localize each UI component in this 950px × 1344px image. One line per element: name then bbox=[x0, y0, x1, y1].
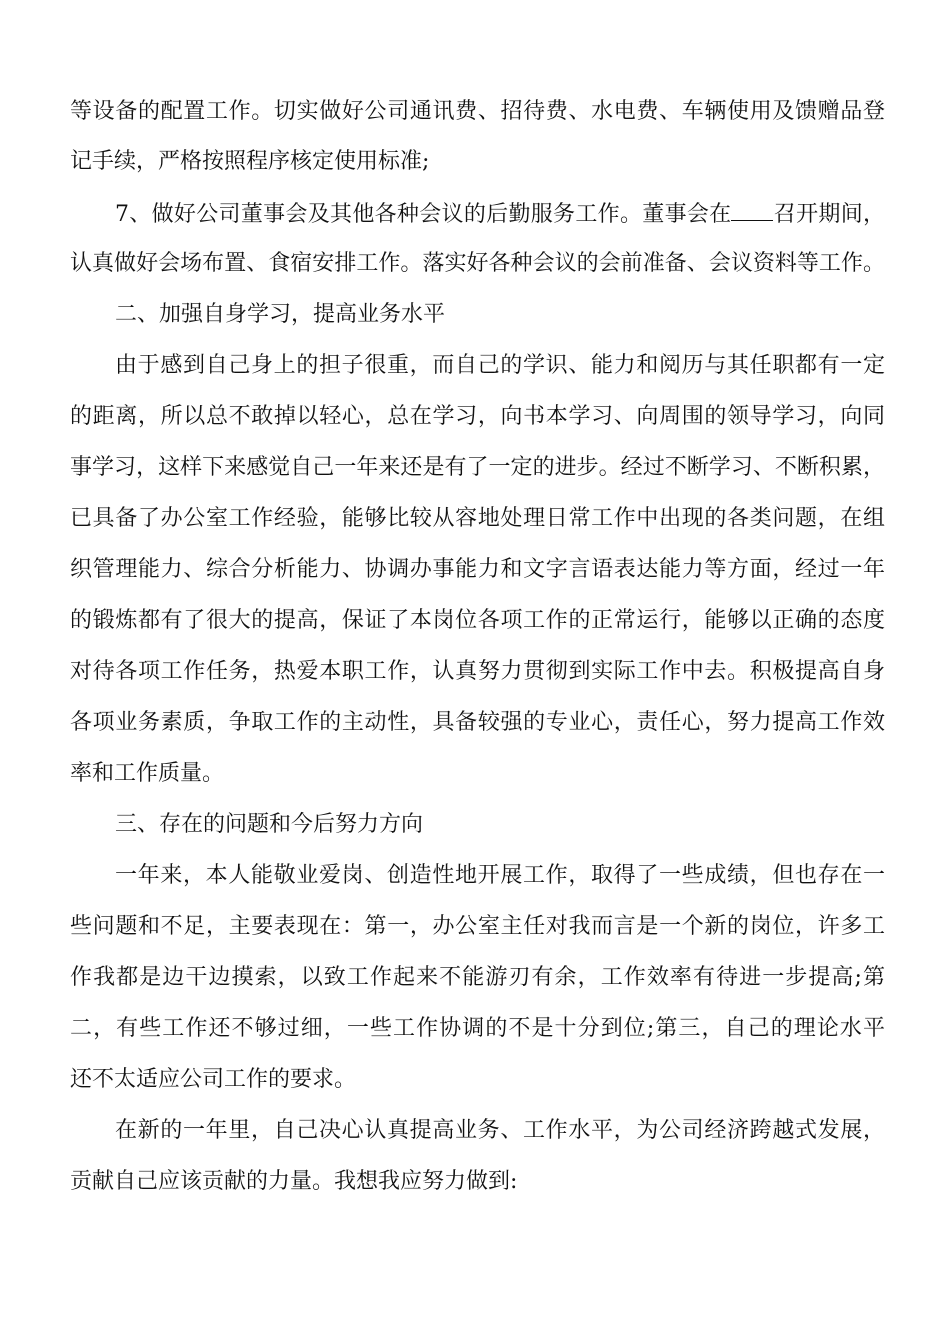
paragraph-line: 作我都是边干边摸索，以致工作起来不能游刃有余，工作效率有待进一步提高;第 bbox=[70, 965, 885, 990]
paragraph-text: 7、做好公司董事会及其他各种会议的后勤服务工作。董事会在 bbox=[115, 202, 732, 227]
paragraph-line: 的距离，所以总不敢掉以轻心，总在学习，向书本学习、向周围的领导学习，向同 bbox=[70, 404, 885, 429]
paragraph-line: 的锻炼都有了很大的提高，保证了本岗位各项工作的正常运行，能够以正确的态度 bbox=[70, 608, 885, 633]
section-heading: 二、加强自身学习，提高业务水平 bbox=[115, 302, 446, 327]
paragraph-line: 二，有些工作还不够过细，一些工作协调的不是十分到位;第三，自己的理论水平 bbox=[70, 1016, 885, 1041]
paragraph-text: 召开期间， bbox=[773, 202, 885, 227]
paragraph-line: 由于感到自己身上的担子很重，而自己的学识、能力和阅历与其任职都有一定 bbox=[115, 353, 885, 378]
paragraph-line: 已具备了办公室工作经验，能够比较从容地处理日常工作中出现的各类问题，在组 bbox=[70, 506, 885, 531]
paragraph-line: 等设备的配置工作。切实做好公司通讯费、招待费、水电费、车辆使用及馈赠品登 bbox=[70, 99, 885, 124]
paragraph-line: 认真做好会场布置、食宿安排工作。落实好各种会议的会前准备、会议资料等工作。 bbox=[70, 251, 885, 276]
paragraph-line: 事学习，这样下来感觉自己一年来还是有了一定的进步。经过不断学习、不断积累， bbox=[70, 455, 885, 480]
fill-in-blank bbox=[731, 202, 773, 221]
paragraph-line: 还不太适应公司工作的要求。 bbox=[70, 1067, 357, 1092]
paragraph-line-with-blank bbox=[115, 202, 885, 226]
section-heading: 三、存在的问题和今后努力方向 bbox=[115, 812, 424, 837]
paragraph-line: 率和工作质量。 bbox=[70, 761, 225, 786]
paragraph-line: 贡献自己应该贡献的力量。我想我应努力做到: bbox=[70, 1169, 518, 1194]
paragraph-line: 一年来，本人能敬业爱岗、创造性地开展工作，取得了一些成绩，但也存在一 bbox=[115, 863, 885, 888]
paragraph-line: 织管理能力、综合分析能力、协调办事能力和文字言语表达能力等方面，经过一年 bbox=[70, 557, 885, 582]
paragraph-line: 记手续，严格按照程序核定使用标准; bbox=[70, 149, 430, 174]
paragraph-line: 些问题和不足，主要表现在：第一，办公室主任对我而言是一个新的岗位，许多工 bbox=[70, 914, 885, 939]
paragraph-line: 各项业务素质，争取工作的主动性，具备较强的专业心，责任心，努力提高工作效 bbox=[70, 710, 885, 735]
paragraph-line: 在新的一年里，自己决心认真提高业务、工作水平，为公司经济跨越式发展， bbox=[115, 1118, 885, 1143]
paragraph-line: 对待各项工作任务，热爱本职工作，认真努力贯彻到实际工作中去。积极提高自身 bbox=[70, 659, 885, 684]
